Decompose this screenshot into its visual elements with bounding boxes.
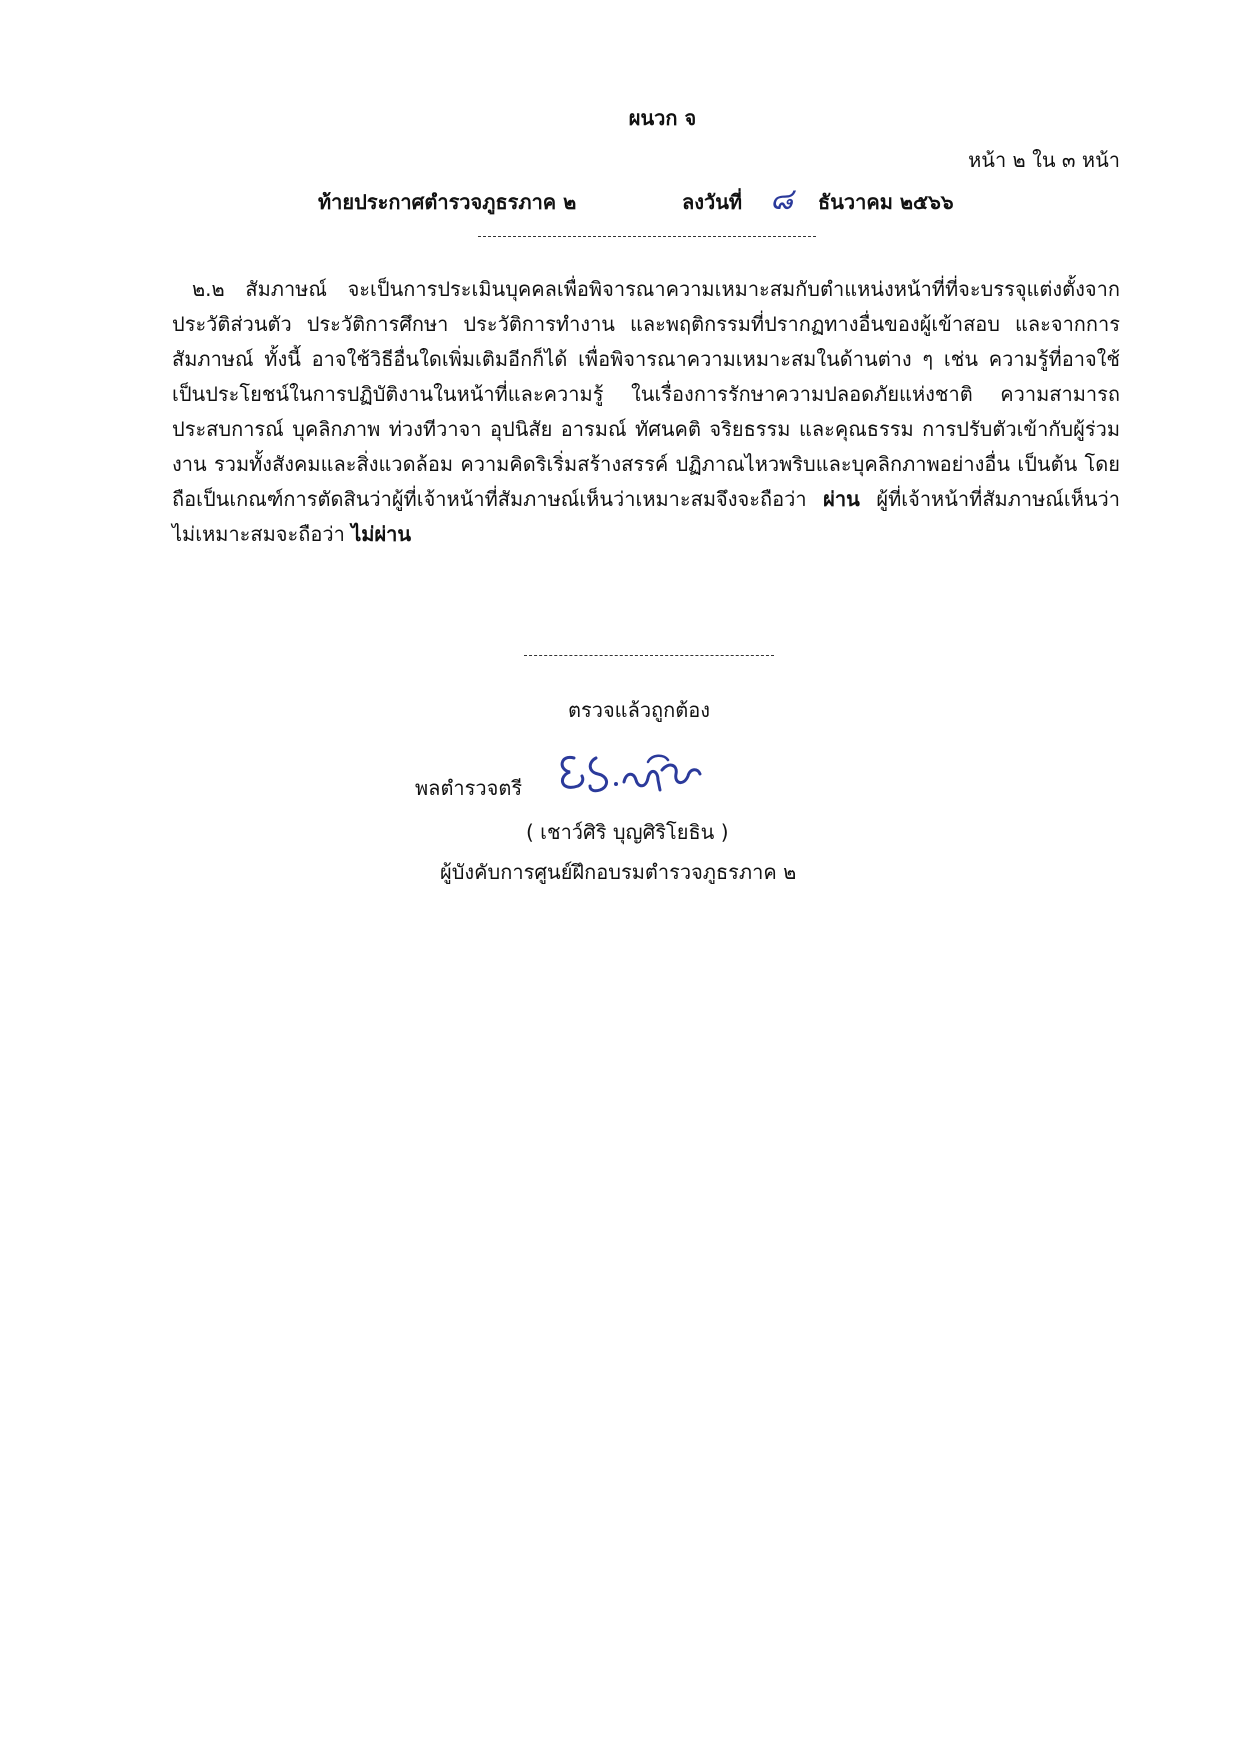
body-section xyxy=(172,272,1120,552)
body-paragraph xyxy=(172,272,1120,552)
fail-word: ไม่ผ่าน xyxy=(351,522,412,546)
body-middle-text: ผู้ที่เจ้าหน้าที่สัมภาษณ์เห็นว่าไม่เหมาะสมจะถือว่า xyxy=(172,487,1121,546)
signer-name: ( เชาว์ศิริ บุญศิริโยธิน ) xyxy=(526,820,729,844)
handwritten-date-day: ๘ xyxy=(770,182,794,217)
body-main-text: ๒.๒ สัมภาษณ์ จะเป็นการประเมินบุคคลเพื่อพิจารณาความเหมาะสมกับตำแหน่งหน้าที่ที่จะบรรจุแต่งตั้งจากประวัติส่วนตัว ประวัติการศึกษา ประวัติการทำงาน และพฤติกรรมที่ปรากฏทางอื่นของผู้เข้าสอบ และจากการสัมภาษณ์ ทั้งนี้ อาจใช้วิธีอื่นใดเพิ่มเติมอีกก็ได้ เพื่อพิจารณาความเหมาะสมในด้านต่าง ๆ เช่น ความรู้ที่อาจใช้เป็นประโยชน์ในการปฏิบัติงานในหน้าที่และความรู้ ในเรื่องการรักษาความปลอดภัยแห่งชาติ ความสามารถ ประสบการณ์ บุคลิกภาพ ท่วงทีวาจา อุปนิสัย อารมณ์ ทัศนคติ จริยธรรม และคุณธรรม การปรับตัวเข้ากับผู้ร่วมงาน รวมทั้งสังคมและสิ่งแวดล้อม ความคิดริเริ่มสร้างสรรค์ ปฏิภาณไหวพริบและบุคลิกภาพอย่างอื่น เป็นต้น โดยถือเป็นเกณฑ์การตัดสินว่าผู้ที่เจ้าหน้าที่สัมภาษณ์เห็นว่าเหมาะสมจึงจะถือว่า xyxy=(172,277,1120,511)
date-month-year: ธันวาคม ๒๕๖๖ xyxy=(818,190,954,214)
divider-bottom xyxy=(524,655,774,656)
signature xyxy=(552,740,712,800)
signer-rank: พลตำรวจตรี xyxy=(415,776,523,800)
page-number: หน้า ๒ ใน ๓ หน้า xyxy=(968,148,1120,172)
announcement-reference: ท้ายประกาศตำรวจภูธรภาค ๒ xyxy=(318,190,577,214)
pass-word: ผ่าน xyxy=(823,487,860,511)
verified-label: ตรวจแล้วถูกต้อง xyxy=(568,698,711,722)
date-label: ลงวันที่ xyxy=(682,190,743,214)
divider-top xyxy=(478,236,816,237)
signer-position: ผู้บังคับการศูนย์ฝึกอบรมตำรวจภูธรภาค ๒ xyxy=(440,860,797,884)
document-title: ผนวก จ xyxy=(628,106,697,130)
